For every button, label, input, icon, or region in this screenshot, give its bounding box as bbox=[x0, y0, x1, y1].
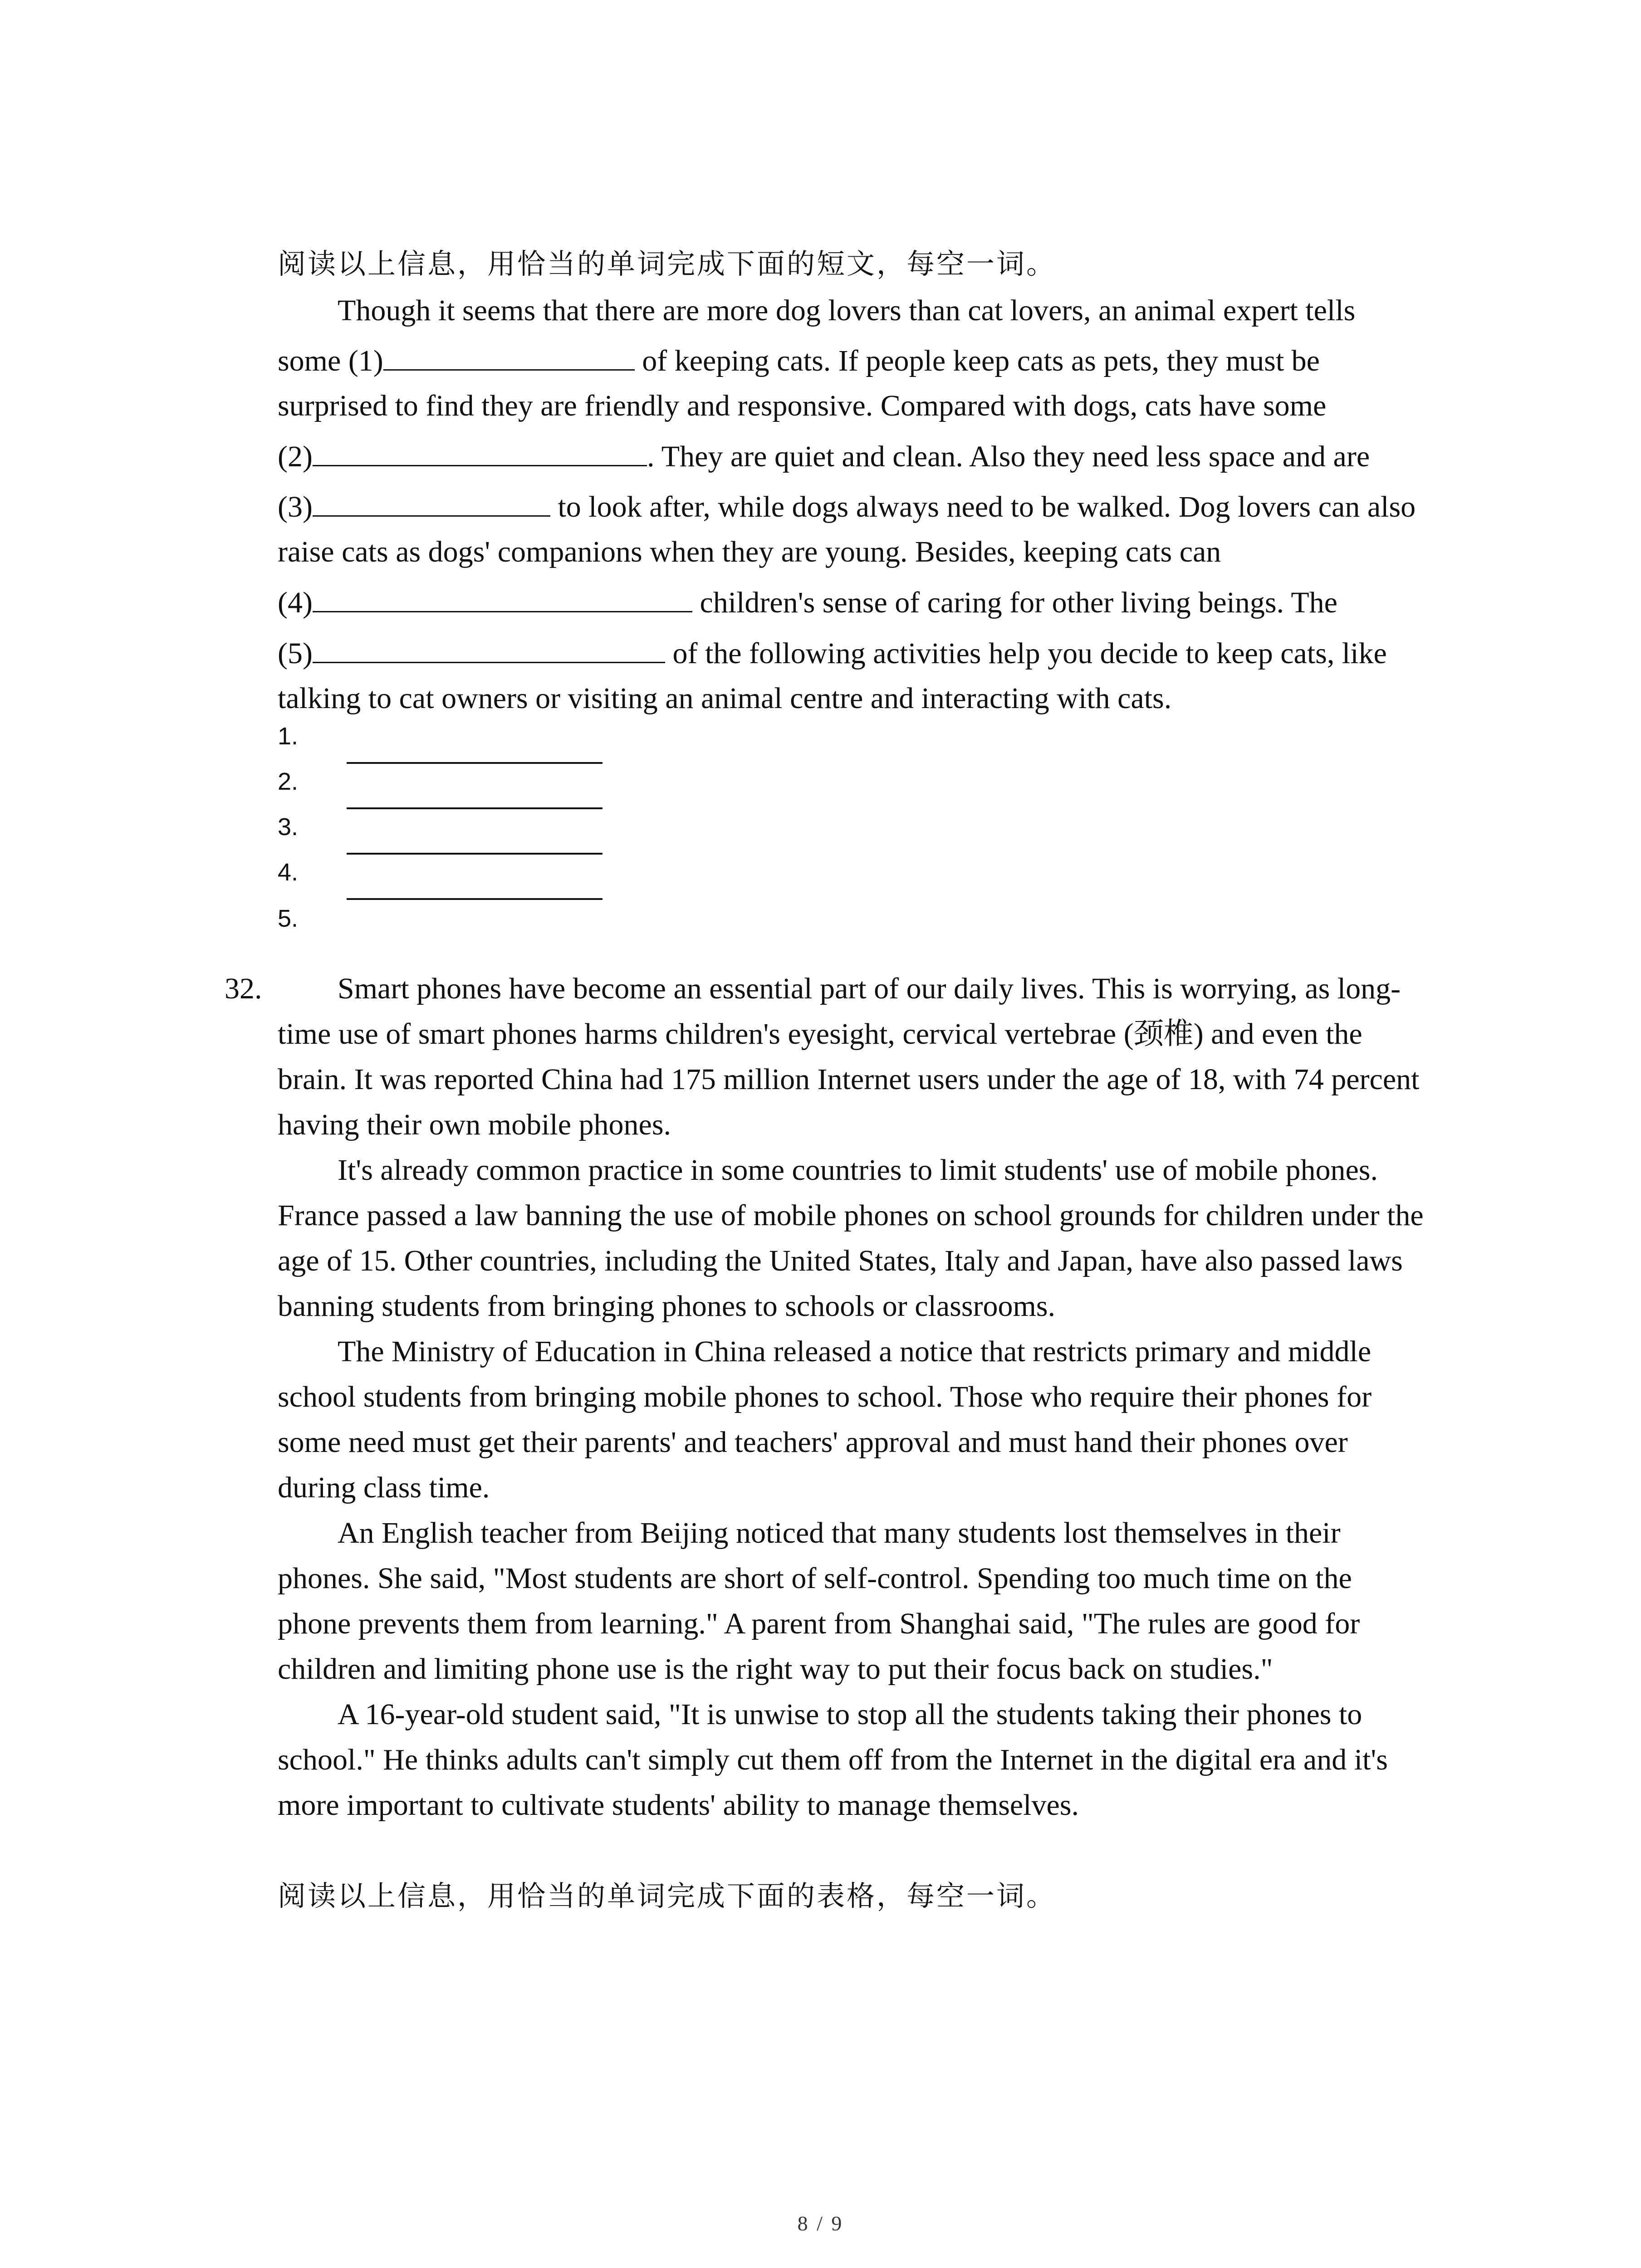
passage-line: raise cats as dogs' companions when they are young. Besides, keeping cats can bbox=[278, 535, 1221, 568]
passage-line bbox=[278, 631, 1387, 676]
blank-2[interactable] bbox=[313, 437, 647, 466]
passage-line: school students from bringing mobile phones to school. Those who require their phones for bbox=[278, 1380, 1372, 1413]
table-instruction: 阅读以上信息，用恰当的单词完成下面的表格，每空一词。 bbox=[278, 1879, 1057, 1912]
passage-line: children and limiting phone use is the right way to put their focus back on studies." bbox=[278, 1652, 1273, 1686]
answer-number: 5. bbox=[278, 905, 299, 932]
passage-text: (5) bbox=[278, 637, 313, 670]
passage-line: phone prevents them from learning." A parent from Shanghai said, "The rules are good for bbox=[278, 1607, 1360, 1640]
passage-text: some (1) bbox=[278, 344, 383, 377]
answer-input-3[interactable] bbox=[347, 853, 603, 855]
passage-line: A 16-year-old student said, "It is unwise to stop all the students taking their phones to bbox=[338, 1698, 1362, 1731]
passage-line: school." He thinks adults can't simply cut them off from the Internet in the digital era and it's bbox=[278, 1743, 1388, 1776]
passage-text: children's sense of caring for other living beings. The bbox=[692, 586, 1337, 619]
passage-text: of keeping cats. If people keep cats as pets, they must be bbox=[634, 344, 1320, 377]
passage-line bbox=[278, 484, 1416, 530]
blank-5[interactable] bbox=[313, 634, 665, 663]
passage-line: talking to cat owners or visiting an animal centre and interacting with cats. bbox=[278, 682, 1172, 715]
answer-number: 4. bbox=[278, 859, 299, 886]
passage-line: It's already common practice in some countries to limit students' use of mobile phones. bbox=[338, 1154, 1378, 1187]
passage-line: surprised to find they are friendly and responsive. Compared with dogs, cats have some bbox=[278, 389, 1327, 422]
passage-line: Though it seems that there are more dog lovers than cat lovers, an animal expert tells bbox=[338, 294, 1356, 327]
passage-line: during class time. bbox=[278, 1471, 490, 1504]
passage-line bbox=[278, 580, 1337, 626]
passage-line: An English teacher from Beijing noticed that many students lost themselves in their bbox=[338, 1516, 1341, 1549]
answer-input-1[interactable] bbox=[347, 762, 603, 764]
answer-input-2[interactable] bbox=[347, 807, 603, 809]
blank-4[interactable] bbox=[313, 583, 692, 612]
passage-instruction: 阅读以上信息，用恰当的单词完成下面的短文，每空一词。 bbox=[278, 247, 1057, 280]
passage-line: more important to cultivate students' ability to manage themselves. bbox=[278, 1789, 1079, 1822]
passage-line: Smart phones have become an essential part of our daily lives. This is worrying, as long- bbox=[338, 972, 1401, 1005]
passage-line bbox=[278, 434, 1370, 479]
passage-line: France passed a law banning the use of mobile phones on school grounds for children under the bbox=[278, 1199, 1424, 1232]
passage-text: . They are quiet and clean. Also they need less space and are bbox=[647, 440, 1370, 473]
answer-number: 2. bbox=[278, 768, 299, 795]
passage-text: (4) bbox=[278, 586, 313, 619]
answer-input-4[interactable] bbox=[347, 898, 603, 900]
passage-line: banning students from bringing phones to schools or classrooms. bbox=[278, 1290, 1056, 1323]
passage-line: The Ministry of Education in China released a notice that restricts primary and middle bbox=[338, 1335, 1372, 1368]
passage-line bbox=[278, 338, 1320, 384]
page-number: 8 / 9 bbox=[797, 2212, 844, 2235]
passage-text: to look after, while dogs always need to be walked. Dog lovers can also bbox=[550, 490, 1416, 523]
passage-line: some need must get their parents' and teachers' approval and must hand their phones over bbox=[278, 1426, 1348, 1459]
question-number: 32. bbox=[225, 972, 262, 1005]
blank-1[interactable] bbox=[383, 341, 635, 371]
blank-3[interactable] bbox=[313, 487, 550, 517]
passage-line: time use of smart phones harms children's eyesight, cervical vertebrae (颈椎) and even the bbox=[278, 1017, 1362, 1051]
passage-line: age of 15. Other countries, including the United States, Italy and Japan, have also passed laws bbox=[278, 1244, 1403, 1277]
passage-line: brain. It was reported China had 175 million Internet users under the age of 18, with 74 percent bbox=[278, 1063, 1420, 1096]
passage-text: (2) bbox=[278, 440, 313, 473]
passage-line: having their own mobile phones. bbox=[278, 1108, 671, 1141]
answer-number: 3. bbox=[278, 813, 299, 841]
passage-text: of the following activities help you decide to keep cats, like bbox=[665, 637, 1387, 670]
passage-text: (3) bbox=[278, 490, 313, 523]
passage-line: phones. She said, "Most students are short of self-control. Spending too much time on the bbox=[278, 1562, 1352, 1595]
answer-number: 1. bbox=[278, 723, 299, 750]
